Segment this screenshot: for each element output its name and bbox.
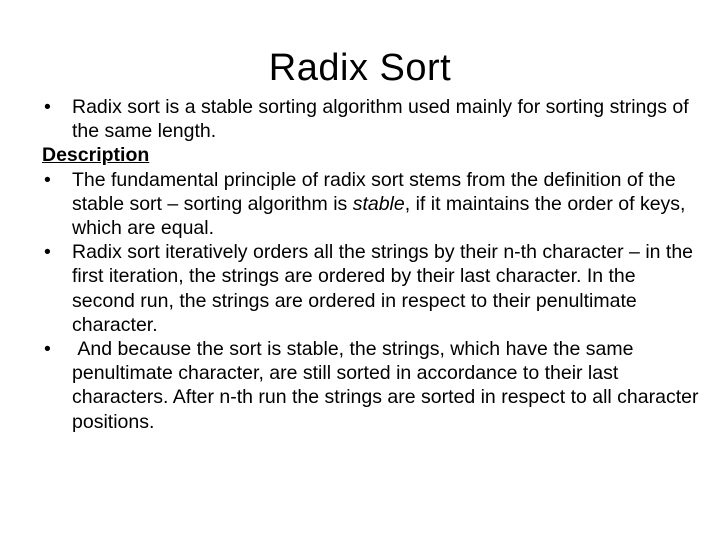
bullet-icon: • <box>44 96 51 118</box>
bullet-icon: • <box>44 338 51 361</box>
bullet-stability <box>42 337 702 434</box>
bullet-text: And because the sort is stable, the strings, which have the same penultimate character, are still sorted in accordance to their last characters. After n-th run the strings are sorted in respect to all character positions. <box>72 338 704 433</box>
bullet-principle <box>42 168 702 241</box>
bullet-text: Radix sort is a stable sorting algorithm used mainly for sorting strings of the same length. <box>72 96 689 143</box>
slide-body <box>42 95 702 434</box>
bullet-iteration <box>42 240 702 337</box>
bullet-icon: • <box>44 168 51 191</box>
bullet-text: Radix sort iteratively orders all the strings by their n-th character – in the first iteration, the strings are ordered by their last character. In the second run, the strings are ordered in respect to their penultimate character. <box>72 241 694 336</box>
bullet-text <box>72 169 685 239</box>
bullet-text-part: The fundamental principle of radix sort stems from the definition of the stable sort – sorting algorithm is <box>72 168 676 215</box>
slide-title: Radix Sort <box>268 47 452 89</box>
description-heading: Description <box>42 144 150 167</box>
bullet-icon: • <box>44 241 51 264</box>
bullet-intro <box>42 95 702 143</box>
italic-term: stable <box>352 192 405 215</box>
bullet-text-part: , if it maintains the order of keys, which are equal. <box>72 192 686 240</box>
